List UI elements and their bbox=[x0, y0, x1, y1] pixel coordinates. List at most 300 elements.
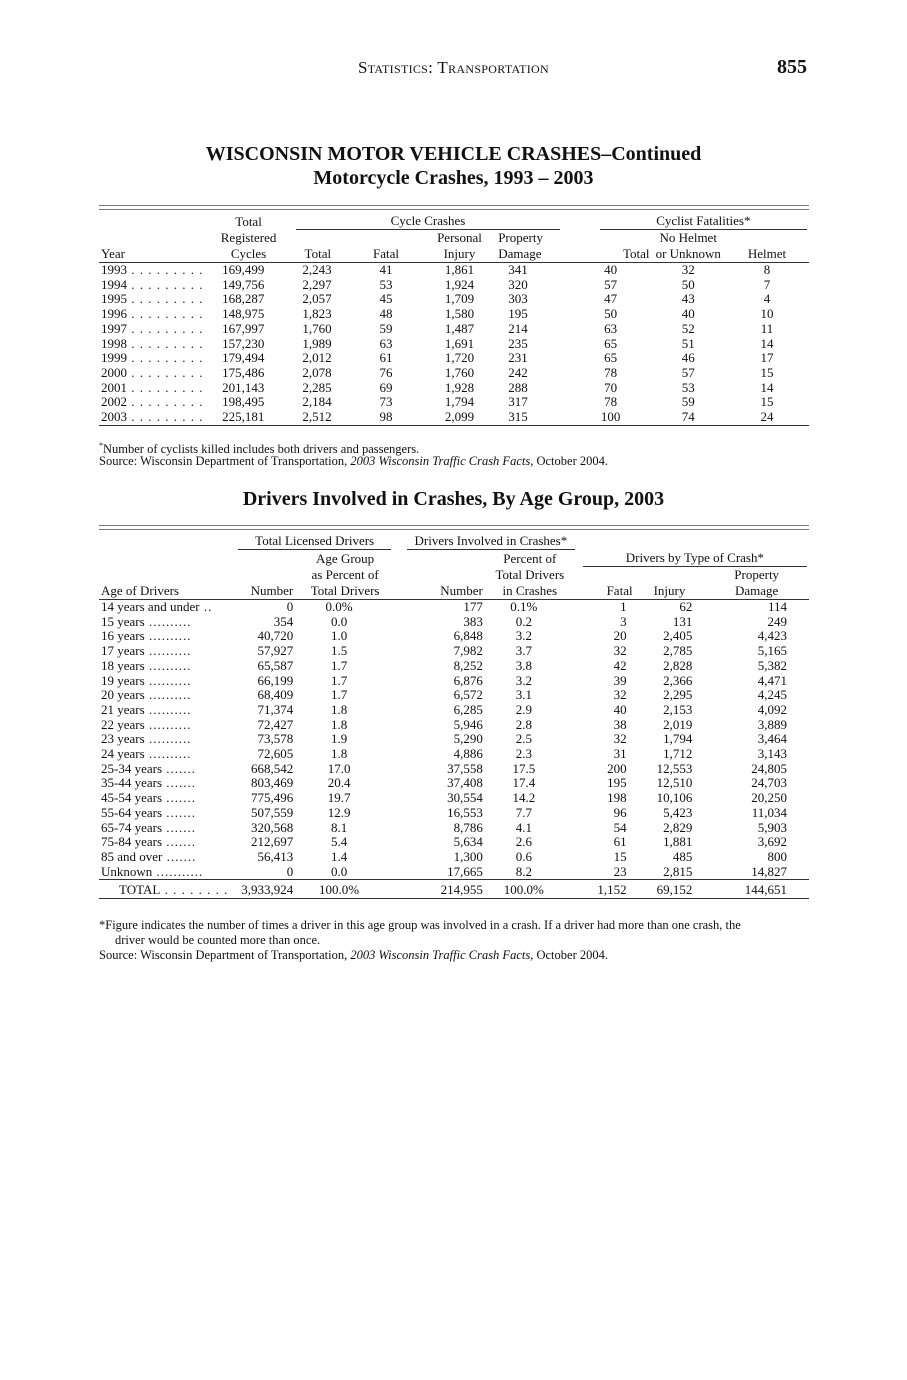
cell-involved-number: 6,572 bbox=[453, 687, 483, 703]
cell-licensed-number: 0 bbox=[286, 599, 294, 614]
cell-age-group: 21 years .......... bbox=[101, 701, 192, 717]
cell-property-damage: 3,464 bbox=[757, 731, 787, 747]
col-age-of-drivers: Age of Drivers bbox=[99, 583, 230, 600]
cell-involved-number: 30,554 bbox=[447, 790, 483, 806]
dot-leader: .......... bbox=[144, 672, 192, 688]
cell-licensed-percent: 1.8 bbox=[330, 746, 348, 762]
cell-property-damage: 5,165 bbox=[757, 643, 787, 659]
col-personal-bot: Injury bbox=[423, 246, 496, 263]
cell-cycle-total: 2,285 bbox=[302, 379, 332, 395]
cell-fatal: 15 bbox=[613, 848, 627, 864]
cell-cycle-fatal: 76 bbox=[379, 364, 393, 380]
cell-licensed-number: 0 bbox=[230, 865, 295, 880]
drivers-footnote-line2: driver would be counted more than once. bbox=[115, 933, 321, 947]
motorcycle-table-body bbox=[99, 263, 809, 426]
cycle-crashes-label: Cycle Crashes bbox=[296, 213, 559, 230]
cell-cycle-total: 2,297 bbox=[302, 276, 332, 292]
cell-year: 1999 . . . . . . . . . bbox=[101, 350, 204, 366]
cell-involved-percent: 8.2 bbox=[485, 865, 575, 880]
cell-cyclist-total: 65 bbox=[604, 350, 618, 366]
col-percent-mid: Total Drivers bbox=[495, 567, 565, 582]
cell-involved-number: 5,290 bbox=[453, 731, 483, 747]
cell-injury: 2,405 bbox=[663, 628, 693, 644]
cell-licensed-number: 66,199 bbox=[257, 672, 294, 688]
dot-leader: . . . . . . . . . bbox=[127, 335, 204, 351]
cell-property-damage: 242 bbox=[508, 364, 528, 380]
cell-no-helmet: 59 bbox=[681, 394, 695, 410]
cell-licensed-number: 72,605 bbox=[257, 746, 294, 762]
cell-fatal: 1 bbox=[620, 599, 627, 614]
cell-year: 1994 . . . . . . . . . bbox=[101, 276, 204, 292]
dot-leader: .......... bbox=[144, 716, 192, 732]
col-total: Total bbox=[286, 246, 349, 263]
cell-property-damage: 4,471 bbox=[757, 672, 787, 688]
cell-licensed-number: 507,559 bbox=[250, 804, 294, 820]
table-row bbox=[99, 615, 809, 630]
cell-fatal: 42 bbox=[613, 657, 627, 673]
table-row bbox=[99, 263, 809, 278]
cell-injury: 1,712 bbox=[663, 746, 693, 762]
cell-injury: 1,794 bbox=[663, 731, 693, 747]
cell-helmet: 7 bbox=[763, 276, 771, 292]
cell-fatal: 96 bbox=[613, 804, 627, 820]
cell-cycle-total: 1,989 bbox=[302, 335, 332, 351]
table-row bbox=[99, 322, 809, 337]
cell-registered-cycles: 167,997 bbox=[222, 320, 265, 336]
table-row bbox=[99, 703, 809, 718]
table-row bbox=[99, 688, 809, 703]
cell-injury: 2,828 bbox=[663, 657, 693, 673]
dot-leader: .......... bbox=[144, 687, 192, 703]
cell-personal-injury: 1,924 bbox=[444, 276, 475, 292]
cell-involved-number: 5,946 bbox=[453, 716, 483, 732]
cell-age-group: 15 years .......... bbox=[101, 613, 192, 629]
table-row bbox=[99, 600, 809, 615]
page-number: 855 bbox=[777, 56, 807, 78]
col-nohelmet-top: No Helmet bbox=[659, 230, 717, 245]
drivers-involved-group bbox=[395, 533, 575, 550]
cell-fatal: 32 bbox=[613, 687, 627, 703]
cell-licensed-number: 668,542 bbox=[250, 760, 294, 776]
dot-leader: .......... bbox=[144, 657, 192, 673]
cell-property-damage: 4,092 bbox=[757, 701, 787, 717]
cell-cycle-fatal: 61 bbox=[379, 350, 393, 366]
cell-registered-cycles: 169,499 bbox=[222, 262, 265, 277]
cell-property-damage: 5,903 bbox=[757, 819, 787, 835]
cell-cycle-fatal: 48 bbox=[379, 306, 393, 322]
cell-year: 1996 . . . . . . . . . bbox=[101, 306, 204, 322]
dot-leader: . . . . . . . . bbox=[160, 882, 229, 898]
cell-licensed-percent: 1.7 bbox=[330, 672, 348, 688]
table-top-rule bbox=[99, 205, 809, 206]
cell-involved-percent: 2.5 bbox=[515, 731, 532, 747]
col-property-top: Property bbox=[734, 567, 780, 582]
table-row bbox=[99, 835, 809, 850]
cell-injury: 2,019 bbox=[663, 716, 693, 732]
col-percent-bot: in Crashes bbox=[485, 583, 575, 600]
total-property-damage: 144,651 bbox=[704, 880, 809, 899]
cell-fatal: 61 bbox=[613, 834, 627, 850]
cell-licensed-number: 57,927 bbox=[257, 643, 294, 659]
cell-involved-percent: 4.1 bbox=[515, 819, 532, 835]
drivers-section-title: Drivers Involved in Crashes, By Age Group, 2003 bbox=[242, 488, 665, 510]
cell-age-group: 23 years .......... bbox=[101, 731, 192, 747]
cell-age-group: 45-54 years ....... bbox=[101, 790, 197, 806]
cell-cyclist-total: 65 bbox=[604, 335, 618, 351]
cell-cycle-fatal: 41 bbox=[379, 262, 393, 277]
cell-age-group: 65-74 years ....... bbox=[101, 819, 197, 835]
cell-licensed-percent: 0.0 bbox=[330, 613, 348, 629]
cell-age-group: 16 years .......... bbox=[101, 628, 192, 644]
dot-leader: ....... bbox=[162, 848, 197, 864]
cell-cycle-fatal: 98 bbox=[349, 410, 422, 425]
cell-helmet: 24 bbox=[725, 410, 809, 425]
cell-cycle-total: 2,243 bbox=[302, 262, 332, 277]
cell-involved-percent: 17.5 bbox=[512, 760, 536, 776]
cell-helmet: 11 bbox=[760, 320, 774, 336]
motorcycle-section-title: WISCONSIN MOTOR VEHICLE CRASHES–Continued bbox=[205, 143, 702, 165]
cell-year: 1997 . . . . . . . . . bbox=[101, 320, 204, 336]
cell-injury: 1,881 bbox=[663, 834, 693, 850]
cell-involved-number: 6,876 bbox=[453, 672, 483, 688]
cell-fatal: 198 bbox=[607, 790, 627, 806]
cell-licensed-percent: 1.8 bbox=[330, 701, 348, 717]
cell-licensed-percent: 1.0 bbox=[330, 628, 348, 644]
cell-year: 2000 . . . . . . . . . bbox=[101, 364, 204, 380]
cell-licensed-percent: 19.7 bbox=[327, 790, 351, 806]
cell-fatal: 31 bbox=[613, 746, 627, 762]
cell-fatal: 20 bbox=[613, 628, 627, 644]
table-row bbox=[99, 292, 809, 307]
cell-helmet: 15 bbox=[760, 394, 774, 410]
cell-helmet: 8 bbox=[763, 262, 771, 277]
cell-property-damage: 195 bbox=[508, 306, 528, 322]
cell-fatal: 3 bbox=[620, 613, 627, 629]
cell-registered-cycles: 149,756 bbox=[222, 276, 265, 292]
cell-year: 1993 . . . . . . . . . bbox=[101, 262, 204, 277]
dot-leader: . . . . . . . . . bbox=[127, 320, 204, 336]
cell-age-group: 25-34 years ....... bbox=[101, 760, 197, 776]
cell-cycle-total: 2,012 bbox=[302, 350, 332, 366]
cell-cyclist-total: 47 bbox=[604, 291, 618, 307]
cell-injury: 485 bbox=[672, 848, 693, 864]
table-row bbox=[99, 366, 809, 381]
source-prefix: Source: Wisconsin Department of Transportation, bbox=[99, 948, 351, 962]
cell-property-damage: 231 bbox=[508, 350, 528, 366]
total-licensed-group bbox=[230, 533, 395, 550]
cell-personal-injury: 1,760 bbox=[444, 364, 475, 380]
col-age-group-top: Age Group bbox=[316, 551, 375, 566]
cell-personal-injury: 2,099 bbox=[423, 410, 496, 425]
cell-cycle-fatal: 73 bbox=[379, 394, 393, 410]
cell-licensed-number: 775,496 bbox=[250, 790, 294, 806]
table-row bbox=[99, 395, 809, 410]
dot-leader: .......... bbox=[144, 643, 192, 659]
cell-personal-injury: 1,487 bbox=[444, 320, 475, 336]
cell-no-helmet: 52 bbox=[681, 320, 695, 336]
cell-fatal: 38 bbox=[613, 716, 627, 732]
col-number-2: Number bbox=[395, 583, 485, 600]
cell-helmet: 14 bbox=[760, 379, 774, 395]
cell-fatal: 40 bbox=[613, 701, 627, 717]
cell-licensed-percent: 12.9 bbox=[327, 804, 351, 820]
cell-involved-number: 5,634 bbox=[453, 834, 483, 850]
dot-leader: . . . . . . . . . bbox=[127, 379, 204, 395]
source-title: 2003 Wisconsin Traffic Crash Facts bbox=[350, 454, 531, 468]
cell-property-damage: 24,805 bbox=[751, 760, 787, 776]
cell-personal-injury: 1,861 bbox=[444, 262, 475, 277]
table-row bbox=[99, 718, 809, 733]
cell-involved-number: 177 bbox=[463, 599, 483, 614]
total-fatal: 1,152 bbox=[575, 880, 635, 899]
cell-cycle-fatal: 63 bbox=[379, 335, 393, 351]
cell-personal-injury: 1,928 bbox=[444, 379, 475, 395]
cell-property-damage: 3,889 bbox=[757, 716, 787, 732]
cell-licensed-number: 320,568 bbox=[250, 819, 294, 835]
col-fatal: Fatal bbox=[349, 246, 422, 263]
cell-licensed-percent: 1.9 bbox=[330, 731, 348, 747]
cell-involved-number: 4,886 bbox=[453, 746, 483, 762]
cell-licensed-number: 71,374 bbox=[257, 701, 294, 717]
cell-involved-percent: 3.2 bbox=[515, 672, 532, 688]
cell-cyclist-total: 78 bbox=[604, 364, 618, 380]
cell-licensed-number: 65,587 bbox=[257, 657, 294, 673]
cell-registered-cycles: 168,287 bbox=[222, 291, 265, 307]
cell-licensed-number: 803,469 bbox=[250, 775, 294, 791]
cell-age-group: 20 years .......... bbox=[101, 687, 192, 703]
cell-age-group: 55-64 years ....... bbox=[101, 804, 197, 820]
dot-leader: . . . . . . . . . bbox=[127, 394, 204, 410]
cell-cyclist-total: 40 bbox=[604, 262, 618, 277]
table-row bbox=[99, 659, 809, 674]
cell-helmet: 17 bbox=[760, 350, 774, 366]
cell-licensed-percent: 1.4 bbox=[330, 848, 348, 864]
cell-age-group: 75-84 years ....... bbox=[101, 834, 197, 850]
cell-property-damage: 317 bbox=[508, 394, 528, 410]
dot-leader: ....... bbox=[162, 760, 197, 776]
cell-cyclist-total: 57 bbox=[604, 276, 618, 292]
motorcycle-section-subtitle: Motorcycle Crashes, 1993 – 2003 bbox=[313, 167, 594, 189]
cell-involved-number: 7,982 bbox=[453, 643, 483, 659]
total-licensed-percent: 100.0% bbox=[295, 880, 395, 899]
cell-involved-percent: 2.6 bbox=[515, 834, 532, 850]
cell-cycle-fatal: 69 bbox=[379, 379, 393, 395]
source-suffix: , October 2004. bbox=[530, 948, 608, 962]
cell-age-group: 18 years .......... bbox=[101, 657, 192, 673]
col-year: Year bbox=[99, 246, 211, 263]
table-row bbox=[99, 410, 809, 425]
dot-leader: ........... bbox=[152, 863, 204, 879]
cell-cyclist-total: 78 bbox=[604, 394, 618, 410]
table-row bbox=[99, 337, 809, 352]
cell-no-helmet: 40 bbox=[681, 306, 695, 322]
cell-involved-number: 37,408 bbox=[447, 775, 483, 791]
drivers-table-body bbox=[99, 600, 809, 899]
cell-cycle-total: 2,057 bbox=[302, 291, 332, 307]
cell-cyclist-total: 63 bbox=[604, 320, 618, 336]
cell-helmet: 14 bbox=[760, 335, 774, 351]
cell-injury: 2,815 bbox=[635, 865, 705, 880]
cell-personal-injury: 1,691 bbox=[444, 335, 475, 351]
table-top-rule-2 bbox=[99, 209, 809, 210]
cell-registered-cycles: 157,230 bbox=[222, 335, 265, 351]
cell-helmet: 4 bbox=[763, 291, 771, 307]
cell-cycle-total: 1,823 bbox=[302, 306, 332, 322]
cell-involved-number: 16,553 bbox=[447, 804, 483, 820]
cell-licensed-number: 73,578 bbox=[257, 731, 294, 747]
table-row bbox=[99, 644, 809, 659]
col-nohelmet-bot: or Unknown bbox=[652, 246, 725, 263]
cyclist-fatalities-label: Cyclist Fatalities* bbox=[600, 213, 807, 230]
drivers-top-rule bbox=[99, 525, 809, 526]
cell-year: 2002 . . . . . . . . . bbox=[101, 394, 204, 410]
cell-licensed-number: 68,409 bbox=[257, 687, 294, 703]
cell-licensed-number: 40,720 bbox=[257, 628, 294, 644]
cell-fatal: 54 bbox=[613, 819, 627, 835]
running-head-title: Statistics: Transportation bbox=[357, 58, 549, 77]
cell-cycle-fatal: 45 bbox=[379, 291, 393, 307]
cell-personal-injury: 1,580 bbox=[444, 306, 475, 322]
cell-personal-injury: 1,709 bbox=[444, 291, 475, 307]
dot-leader: . . . . . . . . . bbox=[127, 409, 204, 425]
table-row bbox=[99, 865, 809, 880]
source-prefix: Source: Wisconsin Department of Transportation, bbox=[99, 454, 351, 468]
total-injury: 69,152 bbox=[635, 880, 705, 899]
col-property-top: Property bbox=[498, 230, 543, 245]
cell-involved-number: 37,558 bbox=[447, 760, 483, 776]
cell-age-group: 35-44 years ....... bbox=[101, 775, 197, 791]
cell-injury: 2,295 bbox=[663, 687, 693, 703]
cell-injury: 12,510 bbox=[656, 775, 693, 791]
dot-leader: .......... bbox=[144, 701, 192, 717]
cell-cyclist-total: 50 bbox=[604, 306, 618, 322]
cell-no-helmet: 51 bbox=[681, 335, 695, 351]
cell-injury: 62 bbox=[679, 599, 693, 614]
cell-cycle-fatal: 53 bbox=[379, 276, 393, 292]
cell-property-damage: 20,250 bbox=[751, 790, 787, 806]
cell-involved-number: 1,300 bbox=[453, 848, 483, 864]
cell-involved-percent: 3.2 bbox=[515, 628, 532, 644]
cell-licensed-number: 212,697 bbox=[250, 834, 294, 850]
cell-registered-cycles: 201,143 bbox=[222, 379, 265, 395]
cell-property-damage: 4,423 bbox=[757, 628, 787, 644]
cell-age-group: 24 years .......... bbox=[101, 746, 192, 762]
cell-age-group: Unknown ........... bbox=[99, 865, 230, 880]
cell-involved-percent: 2.9 bbox=[515, 701, 532, 717]
cell-cycle-fatal: 59 bbox=[379, 320, 393, 336]
cell-involved-percent: 2.3 bbox=[515, 746, 532, 762]
cell-involved-percent: 2.8 bbox=[515, 716, 532, 732]
cell-property-damage: 24,703 bbox=[751, 775, 787, 791]
cell-year: 1998 . . . . . . . . . bbox=[101, 335, 204, 351]
cell-helmet: 10 bbox=[760, 306, 774, 322]
total-involved-percent: 100.0% bbox=[485, 880, 575, 899]
col-personal-top: Personal bbox=[437, 230, 482, 245]
table-row bbox=[99, 732, 809, 747]
drivers-footnote bbox=[99, 918, 819, 948]
cell-licensed-number: 354 bbox=[273, 613, 294, 629]
cell-no-helmet: 43 bbox=[681, 291, 695, 307]
cell-property-damage: 14,827 bbox=[704, 865, 809, 880]
cell-helmet: 15 bbox=[760, 364, 774, 380]
cell-registered-cycles: 148,975 bbox=[222, 306, 265, 322]
cell-age-group: 17 years .......... bbox=[101, 643, 192, 659]
dot-leader: .......... bbox=[144, 628, 192, 644]
cell-cyclist-total: 70 bbox=[604, 379, 618, 395]
cell-licensed-percent: 1.8 bbox=[330, 716, 348, 732]
cell-no-helmet: 46 bbox=[681, 350, 695, 366]
cell-injury: 5,423 bbox=[663, 804, 693, 820]
dot-leader: .......... bbox=[144, 731, 192, 747]
cell-year: 1995 . . . . . . . . . bbox=[101, 291, 204, 307]
cell-licensed-number: 72,427 bbox=[257, 716, 294, 732]
dot-leader: . . . . . . . . . bbox=[127, 276, 204, 292]
dot-leader: .......... bbox=[144, 613, 192, 629]
table-row bbox=[99, 674, 809, 689]
cyclist-fatalities-group bbox=[570, 213, 809, 230]
col-number: Number bbox=[230, 583, 295, 600]
motorcycle-crashes-table bbox=[99, 213, 809, 426]
cell-property-damage: 288 bbox=[508, 379, 528, 395]
cell-cycle-total: 2,184 bbox=[302, 394, 332, 410]
cell-property-damage: 303 bbox=[508, 291, 528, 307]
cell-involved-number: 17,665 bbox=[395, 865, 485, 880]
table-row bbox=[99, 351, 809, 366]
cycle-crashes-group bbox=[286, 213, 569, 230]
col-registered-mid: Registered bbox=[220, 230, 277, 245]
dot-leader: . . . . . . . . . bbox=[127, 291, 204, 307]
cell-cycle-total: 1,760 bbox=[302, 320, 332, 336]
drivers-involved-label: Drivers Involved in Crashes* bbox=[407, 533, 575, 550]
cell-registered-cycles: 225,181 bbox=[211, 410, 287, 425]
cell-licensed-percent: 1.5 bbox=[330, 643, 348, 659]
cell-property-damage: 114 bbox=[767, 599, 787, 614]
cell-licensed-percent: 8.1 bbox=[330, 819, 348, 835]
cell-involved-percent: 3.7 bbox=[515, 643, 532, 659]
cell-age-group: 19 years .......... bbox=[101, 672, 192, 688]
cell-injury: 2,785 bbox=[663, 643, 693, 659]
footnote-text: Number of cyclists killed includes both drivers and passengers. bbox=[103, 442, 420, 457]
table-row bbox=[99, 791, 809, 806]
cell-year: 2003 . . . . . . . . . bbox=[99, 410, 211, 425]
cell-no-helmet: 53 bbox=[681, 379, 695, 395]
table-row bbox=[99, 278, 809, 293]
cell-age-group: 22 years .......... bbox=[101, 716, 192, 732]
table-row bbox=[99, 762, 809, 777]
by-type-label: Drivers by Type of Crash* bbox=[583, 550, 807, 567]
cell-involved-percent: 3.8 bbox=[515, 657, 532, 673]
cell-involved-percent: 0.2 bbox=[515, 613, 532, 629]
total-row bbox=[99, 880, 809, 899]
source-suffix: , October 2004. bbox=[530, 454, 608, 468]
cell-fatal: 195 bbox=[607, 775, 627, 791]
cell-injury: 2,829 bbox=[663, 819, 693, 835]
cell-age-group: 85 and over ....... bbox=[101, 848, 197, 864]
cell-injury: 131 bbox=[672, 613, 693, 629]
cell-fatal: 39 bbox=[613, 672, 627, 688]
col-percent-top: Percent of bbox=[503, 551, 557, 566]
total-involved-number: 214,955 bbox=[395, 880, 485, 899]
cell-property-damage: 800 bbox=[767, 848, 787, 864]
dot-leader: ....... bbox=[162, 775, 197, 791]
cell-property-damage: 341 bbox=[508, 262, 528, 277]
source-title: 2003 Wisconsin Traffic Crash Facts bbox=[350, 948, 531, 962]
cell-personal-injury: 1,794 bbox=[444, 394, 475, 410]
cell-involved-percent: 3.1 bbox=[515, 687, 532, 703]
dot-leader: ....... bbox=[162, 804, 197, 820]
cell-property-damage: 11,034 bbox=[751, 804, 787, 820]
dot-leader: ....... bbox=[162, 819, 197, 835]
